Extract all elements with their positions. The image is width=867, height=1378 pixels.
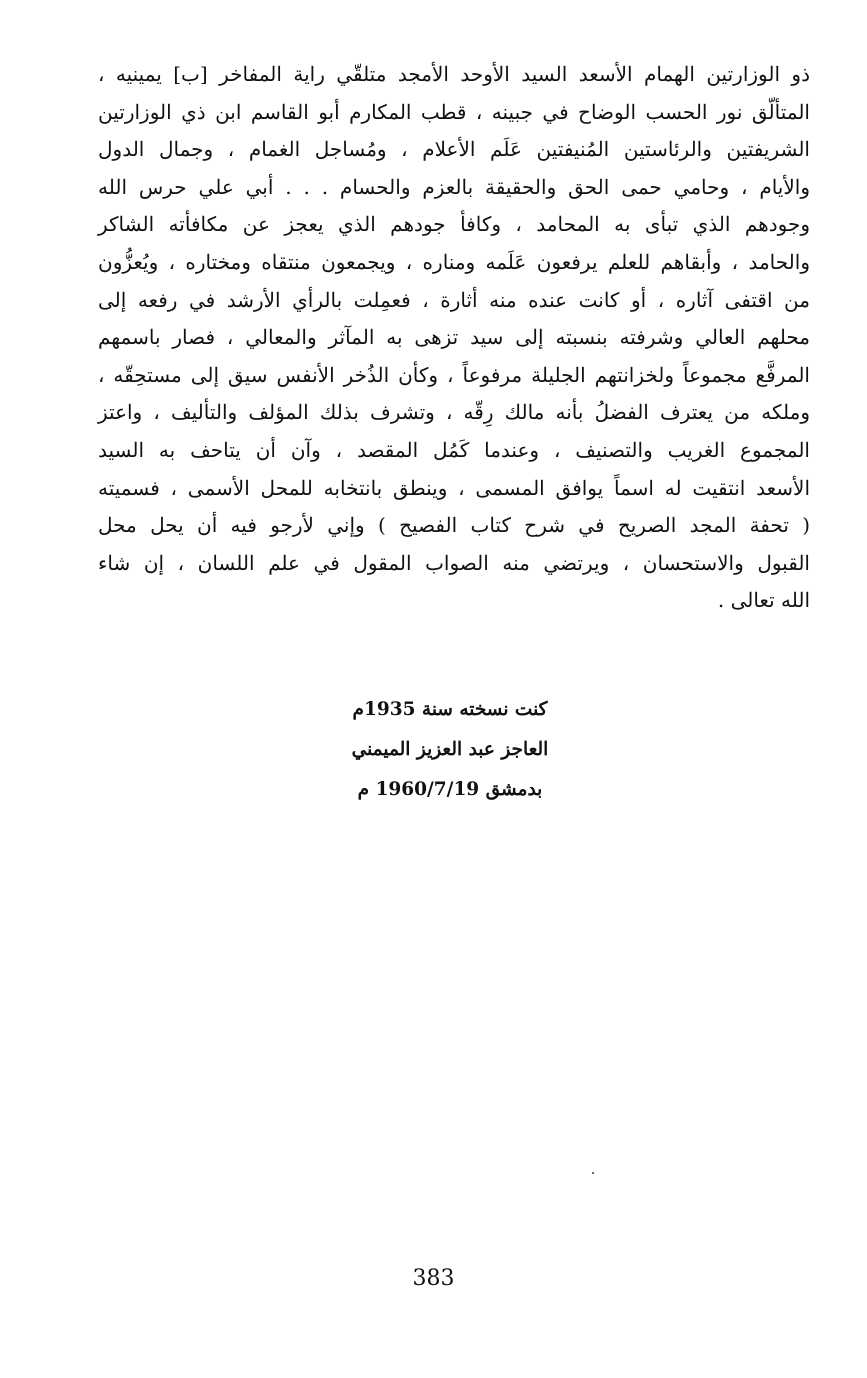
text-line: ذو الوزارتين الهمام الأسعد السيد الأوحد الأمجد متلقّي راية المفاخر [ب] يمينيه ، (98, 62, 810, 86)
place-date: بدمشق 1960/7/19 م (357, 779, 543, 800)
text-line: الأسعد انتقيت له اسماً يوافق المسمى ، وينطق بانتخابه للمحل الأسمى ، فسميته (98, 475, 810, 500)
text-line: المرفَّع مجموعاً ولخزانتهم الجليلة مرفوعاً ، وكأن الذُخر الأنفس سيق إلى مستحِقّه ، (98, 362, 810, 387)
text-line: من اقتفى آثاره ، أو كانت عنده منه أثارة ، فعمِلت بالرأي الأرشد في رفعه إلى (98, 287, 810, 312)
text-line: والحامد ، وأبقاهم للعلم يرفعون عَلَمه ومناره ، ويجمعون منتقاه ومختاره ، ويُعزُّون (98, 249, 810, 274)
text-line: والأيام ، وحامي حمى الحق والحقيقة بالعزم والحسام . . . أبي علي حرس الله (98, 174, 810, 199)
text-line: المتألّق نور الحسب الوضاح في جبينه ، قطب المكارم أبو القاسم ابن ذي الوزارتين (98, 99, 810, 124)
stray-mark (592, 1172, 594, 1174)
text-line: ( تحفة المجد الصريح في شرح كتاب الفصيح ) وإني لأرجو فيه أن يحل محل (98, 513, 810, 538)
text-line: القبول والاستحسان ، ويرتضي منه الصواب المقول في علم اللسان ، إن شاء (98, 550, 810, 575)
page-number: 383 (412, 1266, 455, 1291)
text-line-last: الله تعالى . (717, 588, 810, 613)
text-line: المجموع الغريب والتصنيف ، وعندما كَمُل المقصد ، وآن أن يتاحف به السيد (98, 437, 810, 462)
body-text (98, 56, 810, 620)
text-line: وملكه من يعترف الفضلُ بأنه مالك رِقّه ، وتشرف بذلك المؤلف والتأليف ، واعتز (98, 400, 810, 425)
author-name: العاجز عبد العزيز الميمني (351, 739, 549, 760)
text-line: الشريفتين والرئاستين المُنيفتين عَلَم الأعلام ، ومُساجل الغمام ، وجمال الدول (98, 137, 810, 162)
text-line: محلهم العالي وشرفته بنسبته إلى سيد تزهى به المآثر والمعالي ، فصار باسمهم (98, 325, 810, 350)
copy-year-note: كنت نسخته سنة 1935م (352, 699, 548, 720)
text-line: وجودهم الذي تبأى به المحامد ، وكافأ جودهم الذي يعجز عن مكافأته الشاكر (98, 212, 810, 237)
signature-block (250, 690, 650, 810)
